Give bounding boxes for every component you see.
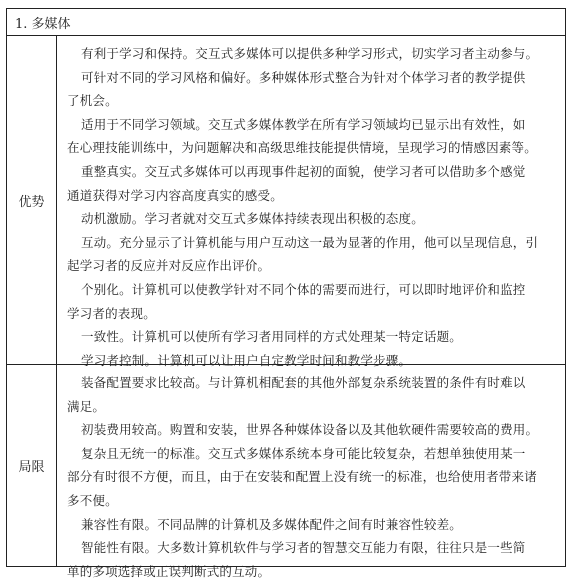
multimedia-table bbox=[6, 8, 566, 579]
advantages-line: 一致性。计算机可以使所有学习者用同样的方式处理某一特定话题。 bbox=[81, 329, 463, 345]
advantages-line: 在心理技能训练中，为问题解决和高级思维技能提供情境，呈现学习的情感因素等。 bbox=[67, 140, 537, 156]
limitations-line: 复杂且无统一的标准。交互式多媒体系统本身可能比较复杂，若想单独使用某一 bbox=[81, 445, 526, 461]
advantages-line: 互动。充分显示了计算机能与用户互动这一最为显著的作用，他可以呈现信息，引 bbox=[81, 234, 539, 250]
advantages-line: 重整真实。交互式多媒体可以再现事件起初的面貌，使学习者可以借助多个感觉 bbox=[81, 163, 526, 179]
advantages-row bbox=[7, 36, 565, 368]
advantages-line: 了机会。 bbox=[67, 93, 118, 109]
advantages-line: 可针对不同的学习风格和偏好。多种媒体形式整合为针对个体学习者的教学提供 bbox=[81, 69, 526, 85]
limitations-line: 部分有时很不方便，而且，由于在安装和配置上没有统一的标准，也给使用者带来诸 bbox=[67, 469, 537, 485]
limitations-line: 初装费用较高。购置和安装，世界各种媒体设备以及其他软硬件需要较高的费用。 bbox=[81, 422, 539, 438]
advantages-line: 起学习者的反应并对反应作出评价。 bbox=[67, 258, 271, 274]
table-title: 1. 多媒体 bbox=[7, 9, 565, 36]
limitations-line: 多不便。 bbox=[67, 492, 118, 508]
advantages-line: 学习者的表现。 bbox=[67, 305, 156, 321]
limitations-line: 装备配置要求比较高。与计算机相配套的其他外部复杂系统装置的条件有时难以 bbox=[81, 375, 526, 390]
advantages-line: 动机激励。学习者就对交互式多媒体持续表现出积极的态度。 bbox=[81, 211, 424, 227]
limitations-line: 满足。 bbox=[67, 398, 106, 414]
advantages-line: 适用于不同学习领域。交互式多媒体教学在所有学习领域均已显示出有效性，如 bbox=[81, 116, 526, 132]
limitations-line: 智能性有限。大多数计算机软件与学习者的智慧交互能力有限，往往只是一些简 bbox=[81, 540, 526, 556]
limitations-line: 单的多项选择或正误判断式的互动。 bbox=[67, 563, 271, 579]
advantages-line: 个别化。计算机可以使教学针对不同个体的需要而进行，可以即时地评价和监控 bbox=[81, 281, 526, 297]
advantages-label: 优势 bbox=[7, 36, 57, 364]
limitations-content bbox=[57, 365, 559, 579]
limitations-line: 兼容性有限。不同品牌的计算机及多媒体配件之间有时兼容性较差。 bbox=[81, 516, 463, 532]
advantages-line: 通道获得对学习内容高度真实的感受。 bbox=[67, 187, 283, 203]
limitations-label: 局限 bbox=[7, 365, 57, 566]
advantages-line: 有利于学习和保持。交互式多媒体可以提供多种学习形式，切实学习者主动参与。 bbox=[81, 46, 539, 61]
limitations-row bbox=[7, 365, 565, 579]
advantages-content bbox=[57, 36, 559, 368]
advantages-line: 学习者控制。计算机可以让用户自定教学时间和教学步骤。 bbox=[81, 352, 412, 368]
